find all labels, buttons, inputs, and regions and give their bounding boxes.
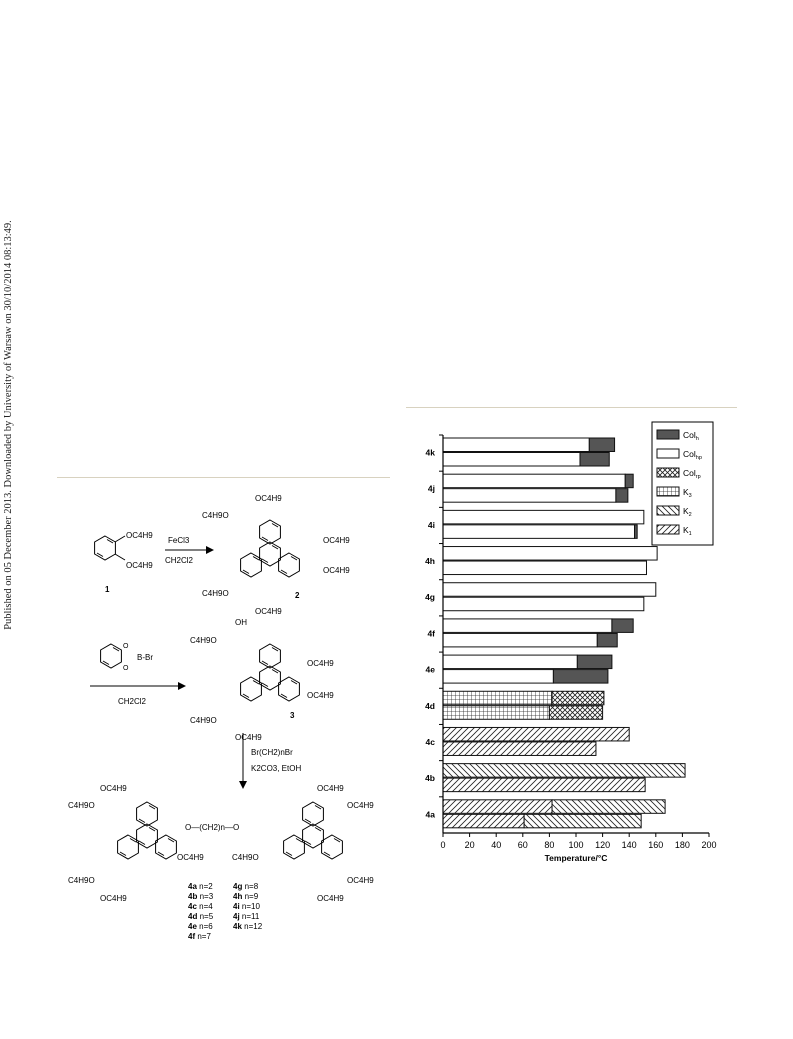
bar-segment-4d-k3 (443, 691, 552, 705)
dimer-left-sub: OC4H9 (100, 894, 127, 903)
bar-segment-4e-colhp (443, 670, 553, 684)
svg-text:O: O (123, 665, 129, 672)
legend-swatch-k1 (657, 525, 679, 534)
compound-2-sub: OC4H9 (255, 494, 282, 503)
dimer-linker: O—(CH2)n—O (185, 823, 240, 832)
compound-1-structure (95, 536, 125, 560)
svg-text:4e n=6 (188, 922, 213, 931)
y-category-label: 4i (427, 519, 435, 530)
legend-label-colrp: Col$_{rp}$ (683, 468, 701, 480)
series-id: 4a (188, 882, 197, 891)
legend-swatch-k3 (657, 487, 679, 496)
compound-3-sub: C4H9O (190, 636, 217, 645)
svg-text:4h n=9 (233, 892, 259, 901)
svg-text:4d n=5 (188, 912, 214, 921)
x-axis-title: Temperature/°C (544, 853, 608, 863)
x-tick-label: 100 (568, 840, 584, 850)
x-tick-label: 140 (621, 840, 637, 850)
bar-segment-4a-k2 (552, 800, 665, 814)
bar-segment-4d-k3 (443, 706, 549, 720)
series-list-left (188, 882, 214, 941)
x-tick-label: 20 (464, 840, 475, 850)
series-id: 4f (188, 932, 196, 941)
series-n: n=6 (199, 922, 213, 931)
svg-text:4i n=10 (233, 902, 260, 911)
series-n: n=8 (244, 882, 259, 891)
bar-segment-4i-colhp (443, 510, 644, 524)
bar-segment-4j-colhp (443, 489, 616, 503)
series-n: n=7 (197, 932, 211, 941)
bar-segment-4f-colh (612, 619, 633, 633)
compound-2-sub: OC4H9 (323, 566, 350, 575)
bar-segment-4k-colhp (443, 438, 589, 452)
legend-label-k1: $K_1$ (683, 525, 692, 537)
bar-segment-4h-colhp (443, 547, 657, 561)
y-category-label: 4e (425, 664, 435, 675)
compound-1-sub-top: OC4H9 (126, 531, 153, 540)
compound-3-sub: OC4H9 (307, 691, 334, 700)
legend-swatch-colhp (657, 449, 679, 458)
bar-segment-4j-colh (616, 489, 628, 503)
bar-segment-4b-k2 (443, 764, 685, 778)
svg-text:4b n=3 (188, 892, 214, 901)
compound-2-sub: C4H9O (202, 511, 229, 520)
series-id: 4j (233, 912, 240, 921)
dimer-right-sub: OC4H9 (317, 894, 344, 903)
bar-segment-4i-colhp (443, 525, 635, 539)
bar-segment-4e-colh (553, 670, 608, 684)
dimer-right-sub: OC4H9 (347, 801, 374, 810)
bar-segment-4g-colhp (443, 597, 644, 611)
series-list-right (233, 882, 263, 931)
bar-segment-4e-colhp (443, 655, 577, 669)
x-tick-label: 200 (701, 840, 717, 850)
compound-3-sub: OC4H9 (307, 659, 334, 668)
x-tick-label: 0 (440, 840, 446, 850)
y-category-label: 4a (425, 809, 435, 820)
bar-segment-4k-colhp (443, 453, 580, 467)
y-category-label: 4d (425, 700, 435, 711)
svg-text:4a n=2 (188, 882, 213, 891)
legend-label-colh: Col$_h$ (683, 430, 699, 442)
dimer-left-sub: C4H9O (68, 876, 95, 885)
dimer-left-sub: C4H9O (68, 801, 95, 810)
series-n: n=11 (241, 912, 260, 921)
bar-segment-4k-colh (580, 453, 609, 467)
divider-left (57, 477, 390, 478)
svg-text:4k n=12 (233, 922, 263, 931)
phase-transition-chart (415, 415, 725, 870)
x-tick-label: 60 (517, 840, 528, 850)
series-n: n=10 (241, 902, 260, 911)
compound-2-sub: OC4H9 (255, 607, 282, 616)
svg-text:O: O (123, 643, 129, 650)
compound-2-label: 2 (295, 591, 300, 600)
legend-swatch-colh (657, 430, 679, 439)
series-n: n=3 (199, 892, 214, 901)
chart-legend (652, 422, 713, 545)
compound-1-label: 1 (105, 585, 110, 594)
y-category-label: 4k (425, 447, 435, 458)
series-n: n=5 (199, 912, 214, 921)
legend-label-colhp: Col$_{hp}$ (683, 449, 702, 461)
series-id: 4b (188, 892, 198, 901)
legend-swatch-colrp (657, 468, 679, 477)
series-id: 4g (233, 882, 243, 891)
series-id: 4h (233, 892, 243, 901)
dimer-right-sub: C4H9O (232, 853, 259, 862)
x-tick-label: 180 (674, 840, 690, 850)
dimer-left-sub: OC4H9 (177, 853, 204, 862)
bar-segment-4e-colh (577, 655, 612, 669)
compound-3-label: 3 (290, 711, 295, 720)
bar-segment-4a-k1 (443, 814, 524, 828)
legend-label-k3: $K_3$ (683, 487, 692, 499)
y-category-label: 4j (427, 483, 435, 494)
dimer-right-structure (284, 802, 343, 859)
boron-reagent: B-Br (137, 653, 153, 662)
reagent-2-bottom: CH2Cl2 (118, 697, 147, 706)
bar-segment-4a-k2 (524, 814, 641, 828)
x-tick-label: 80 (544, 840, 555, 850)
series-n: n=2 (199, 882, 213, 891)
bar-segment-4d-colrp (549, 706, 602, 720)
compound-2-structure (241, 520, 300, 577)
compound-3-sub: OC4H9 (235, 733, 262, 742)
catecholborane-structure (101, 643, 129, 672)
svg-text:4g n=8 (233, 882, 259, 891)
y-category-label: 4c (425, 736, 435, 747)
series-n: n=4 (199, 902, 213, 911)
y-category-label: 4b (425, 773, 435, 784)
svg-text:4f n=7 (188, 932, 211, 941)
series-id: 4i (233, 902, 240, 911)
series-id: 4e (188, 922, 197, 931)
bar-segment-4h-colhp (443, 561, 646, 575)
dimer-left-sub: OC4H9 (100, 784, 127, 793)
bar-segment-4j-colh (625, 474, 633, 488)
x-tick-label: 160 (648, 840, 664, 850)
synthesis-scheme (55, 488, 415, 958)
bar-segment-4g-colhp (443, 583, 656, 597)
series-n: n=12 (244, 922, 263, 931)
dimer-right-sub: OC4H9 (347, 876, 374, 885)
divider-right (406, 407, 737, 408)
compound-2-sub: C4H9O (202, 589, 229, 598)
series-n: n=9 (244, 892, 259, 901)
series-id: 4c (188, 902, 197, 911)
bar-segment-4c-k1 (443, 742, 596, 756)
reagent-1-top: FeCl3 (168, 536, 190, 545)
bar-segment-4c-k1 (443, 727, 629, 741)
y-category-label: 4h (425, 556, 435, 567)
reagent-3-bottom: K2CO3, EtOH (251, 764, 302, 773)
dimer-left-structure (118, 802, 177, 859)
compound-3-oh: OH (235, 618, 247, 627)
chart-bars (443, 438, 685, 828)
legend-swatch-k2 (657, 506, 679, 515)
download-note: Published on 05 December 2013. Downloaded by University of Warsaw on 30/10/2014 08:13:49. (3, 220, 14, 630)
bar-segment-4d-colrp (552, 691, 604, 705)
bar-segment-4f-colhp (443, 619, 612, 633)
bar-segment-4a-k1 (443, 800, 552, 814)
svg-text:4j n=11 (233, 912, 260, 921)
svg-text:4c n=4 (188, 902, 213, 911)
reagent-3-top: Br(CH2)nBr (251, 748, 293, 757)
bar-segment-4b-k1 (443, 778, 645, 792)
legend-label-k2: $K_2$ (683, 506, 692, 518)
series-id: 4k (233, 922, 242, 931)
compound-1-sub-bottom: OC4H9 (126, 561, 153, 570)
bar-segment-4f-colhp (443, 633, 597, 647)
compound-3-structure (241, 644, 300, 701)
bar-segment-4k-colh (589, 438, 614, 452)
y-category-label: 4g (425, 592, 435, 603)
compound-2-sub: OC4H9 (323, 536, 350, 545)
bar-segment-4j-colhp (443, 474, 625, 488)
bar-segment-4f-colh (597, 633, 617, 647)
reagent-1-bottom: CH2Cl2 (165, 556, 194, 565)
x-tick-label: 120 (595, 840, 611, 850)
compound-3-sub: C4H9O (190, 716, 217, 725)
series-id: 4d (188, 912, 198, 921)
y-category-label: 4f (427, 628, 435, 639)
dimer-right-sub: OC4H9 (317, 784, 344, 793)
bar-segment-4i-colh (635, 525, 638, 539)
x-tick-label: 40 (491, 840, 502, 850)
